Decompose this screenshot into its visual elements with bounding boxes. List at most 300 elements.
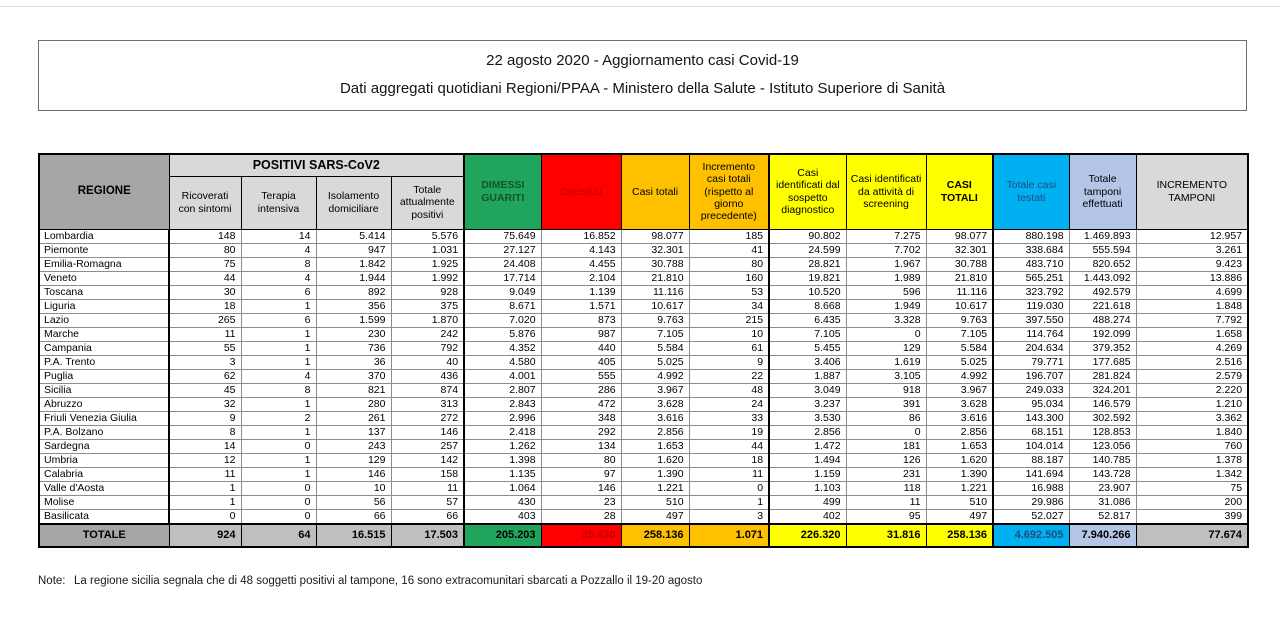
covid-data-table bbox=[38, 153, 1249, 548]
value-cell: 4 bbox=[241, 243, 316, 257]
region-cell: Valle d'Aosta bbox=[39, 481, 169, 495]
table-row bbox=[39, 509, 1248, 524]
value-cell: 79.771 bbox=[993, 355, 1069, 369]
value-cell: 68.151 bbox=[993, 425, 1069, 439]
table-row bbox=[39, 369, 1248, 383]
value-cell: 243 bbox=[316, 439, 391, 453]
region-cell: Lazio bbox=[39, 313, 169, 327]
value-cell: 66 bbox=[391, 509, 464, 524]
value-cell: 874 bbox=[391, 383, 464, 397]
value-cell: 1.599 bbox=[316, 313, 391, 327]
value-cell: 8 bbox=[241, 257, 316, 271]
value-cell: 7.105 bbox=[769, 327, 846, 341]
report-title: 22 agosto 2020 - Aggiornamento casi Covid-19 bbox=[486, 52, 799, 69]
value-cell: 249.033 bbox=[993, 383, 1069, 397]
value-cell: 128.853 bbox=[1069, 425, 1136, 439]
total-value-cell: 205.203 bbox=[464, 524, 541, 547]
value-cell: 4.699 bbox=[1136, 285, 1248, 299]
column-header-isolamento: Isolamento domiciliare bbox=[316, 176, 391, 229]
value-cell: 95 bbox=[846, 509, 926, 524]
value-cell: 75.649 bbox=[464, 229, 541, 243]
value-cell: 323.792 bbox=[993, 285, 1069, 299]
table-row bbox=[39, 397, 1248, 411]
column-header-incremento-tamponi: INCREMENTO TAMPONI bbox=[1136, 154, 1248, 229]
value-cell: 192.099 bbox=[1069, 327, 1136, 341]
total-value-cell: 4.692.505 bbox=[993, 524, 1069, 547]
value-cell: 947 bbox=[316, 243, 391, 257]
value-cell: 265 bbox=[169, 313, 241, 327]
value-cell: 140.785 bbox=[1069, 453, 1136, 467]
value-cell: 1.031 bbox=[391, 243, 464, 257]
column-header-totale-tamponi: Totale tamponi effettuati bbox=[1069, 154, 1136, 229]
table-row bbox=[39, 411, 1248, 425]
total-value-cell: 7.940.266 bbox=[1069, 524, 1136, 547]
footnote bbox=[38, 575, 1280, 587]
value-cell: 204.634 bbox=[993, 341, 1069, 355]
value-cell: 4.001 bbox=[464, 369, 541, 383]
region-cell: Basilicata bbox=[39, 509, 169, 524]
value-cell: 4.455 bbox=[541, 257, 621, 271]
value-cell: 272 bbox=[391, 411, 464, 425]
table-row bbox=[39, 341, 1248, 355]
value-cell: 200 bbox=[1136, 495, 1248, 509]
value-cell: 565.251 bbox=[993, 271, 1069, 285]
value-cell: 472 bbox=[541, 397, 621, 411]
value-cell: 146 bbox=[316, 467, 391, 481]
value-cell: 8.671 bbox=[464, 299, 541, 313]
value-cell: 53 bbox=[689, 285, 769, 299]
value-cell: 7.105 bbox=[621, 327, 689, 341]
value-cell: 1 bbox=[169, 481, 241, 495]
value-cell: 497 bbox=[926, 509, 993, 524]
total-label-cell: TOTALE bbox=[39, 524, 169, 547]
value-cell: 28 bbox=[541, 509, 621, 524]
region-cell: Campania bbox=[39, 341, 169, 355]
total-value-cell: 77.674 bbox=[1136, 524, 1248, 547]
value-cell: 892 bbox=[316, 285, 391, 299]
value-cell: 30 bbox=[169, 285, 241, 299]
region-cell: Sicilia bbox=[39, 383, 169, 397]
value-cell: 8 bbox=[169, 425, 241, 439]
value-cell: 760 bbox=[1136, 439, 1248, 453]
value-cell: 129 bbox=[846, 341, 926, 355]
table-footer bbox=[39, 524, 1248, 547]
value-cell: 28.821 bbox=[769, 257, 846, 271]
value-cell: 36 bbox=[316, 355, 391, 369]
value-cell: 146 bbox=[391, 425, 464, 439]
value-cell: 19.821 bbox=[769, 271, 846, 285]
value-cell: 1.967 bbox=[846, 257, 926, 271]
value-cell: 2.843 bbox=[464, 397, 541, 411]
value-cell: 11.116 bbox=[926, 285, 993, 299]
value-cell: 596 bbox=[846, 285, 926, 299]
value-cell: 510 bbox=[926, 495, 993, 509]
value-cell: 873 bbox=[541, 313, 621, 327]
value-cell: 90.802 bbox=[769, 229, 846, 243]
value-cell: 370 bbox=[316, 369, 391, 383]
value-cell: 66 bbox=[316, 509, 391, 524]
region-cell: Liguria bbox=[39, 299, 169, 313]
value-cell: 1.103 bbox=[769, 481, 846, 495]
value-cell: 405 bbox=[541, 355, 621, 369]
value-cell: 1.378 bbox=[1136, 453, 1248, 467]
value-cell: 0 bbox=[846, 327, 926, 341]
value-cell: 23.907 bbox=[1069, 481, 1136, 495]
value-cell: 24 bbox=[689, 397, 769, 411]
value-cell: 98.077 bbox=[926, 229, 993, 243]
value-cell: 11.116 bbox=[621, 285, 689, 299]
total-value-cell: 64 bbox=[241, 524, 316, 547]
value-cell: 2.104 bbox=[541, 271, 621, 285]
value-cell: 97 bbox=[541, 467, 621, 481]
table-row bbox=[39, 243, 1248, 257]
value-cell: 0 bbox=[241, 481, 316, 495]
value-cell: 2.856 bbox=[621, 425, 689, 439]
value-cell: 3 bbox=[689, 509, 769, 524]
table-row bbox=[39, 271, 1248, 285]
column-header-totale-casi-testati: Totale casi testati bbox=[993, 154, 1069, 229]
total-row bbox=[39, 524, 1248, 547]
value-cell: 1.653 bbox=[621, 439, 689, 453]
value-cell: 0 bbox=[241, 439, 316, 453]
value-cell: 403 bbox=[464, 509, 541, 524]
region-cell: Piemonte bbox=[39, 243, 169, 257]
value-cell: 261 bbox=[316, 411, 391, 425]
value-cell: 3.362 bbox=[1136, 411, 1248, 425]
value-cell: 375 bbox=[391, 299, 464, 313]
value-cell: 32.301 bbox=[621, 243, 689, 257]
value-cell: 3.328 bbox=[846, 313, 926, 327]
value-cell: 143.300 bbox=[993, 411, 1069, 425]
region-cell: Abruzzo bbox=[39, 397, 169, 411]
value-cell: 2.579 bbox=[1136, 369, 1248, 383]
value-cell: 1.221 bbox=[621, 481, 689, 495]
table-row bbox=[39, 467, 1248, 481]
region-cell: Emilia-Romagna bbox=[39, 257, 169, 271]
value-cell: 1.139 bbox=[541, 285, 621, 299]
value-cell: 1.944 bbox=[316, 271, 391, 285]
value-cell: 30.788 bbox=[621, 257, 689, 271]
value-cell: 1.472 bbox=[769, 439, 846, 453]
value-cell: 29.986 bbox=[993, 495, 1069, 509]
value-cell: 4.352 bbox=[464, 341, 541, 355]
column-group-positivi: POSITIVI SARS-CoV2 bbox=[169, 154, 464, 176]
table-row bbox=[39, 229, 1248, 243]
table-row bbox=[39, 481, 1248, 495]
value-cell: 123.056 bbox=[1069, 439, 1136, 453]
value-cell: 142 bbox=[391, 453, 464, 467]
value-cell: 98.077 bbox=[621, 229, 689, 243]
value-cell: 391 bbox=[846, 397, 926, 411]
column-header-sospetto-diagnostico: Casi identificati dal sospetto diagnostico bbox=[769, 154, 846, 229]
value-cell: 2.220 bbox=[1136, 383, 1248, 397]
value-cell: 3.530 bbox=[769, 411, 846, 425]
total-value-cell: 924 bbox=[169, 524, 241, 547]
value-cell: 0 bbox=[169, 509, 241, 524]
value-cell: 143.728 bbox=[1069, 467, 1136, 481]
value-cell: 18 bbox=[689, 453, 769, 467]
value-cell: 95.034 bbox=[993, 397, 1069, 411]
value-cell: 5.584 bbox=[621, 341, 689, 355]
value-cell: 10.617 bbox=[621, 299, 689, 313]
region-cell: P.A. Bolzano bbox=[39, 425, 169, 439]
value-cell: 137 bbox=[316, 425, 391, 439]
value-cell: 3.616 bbox=[926, 411, 993, 425]
value-cell: 242 bbox=[391, 327, 464, 341]
value-cell: 11 bbox=[689, 467, 769, 481]
column-header-ricoverati: Ricoverati con sintomi bbox=[169, 176, 241, 229]
value-cell: 292 bbox=[541, 425, 621, 439]
value-cell: 1.390 bbox=[926, 467, 993, 481]
value-cell: 302.592 bbox=[1069, 411, 1136, 425]
table-body bbox=[39, 229, 1248, 524]
value-cell: 41 bbox=[689, 243, 769, 257]
value-cell: 8.668 bbox=[769, 299, 846, 313]
value-cell: 2.856 bbox=[769, 425, 846, 439]
column-header-terapia-intensiva: Terapia intensiva bbox=[241, 176, 316, 229]
value-cell: 1 bbox=[241, 327, 316, 341]
total-value-cell: 35.430 bbox=[541, 524, 621, 547]
column-header-casi-totali: Casi totali bbox=[621, 154, 689, 229]
value-cell: 27.127 bbox=[464, 243, 541, 257]
value-cell: 0 bbox=[689, 481, 769, 495]
value-cell: 8 bbox=[241, 383, 316, 397]
value-cell: 1.390 bbox=[621, 467, 689, 481]
value-cell: 10.520 bbox=[769, 285, 846, 299]
value-cell: 1.925 bbox=[391, 257, 464, 271]
total-value-cell: 258.136 bbox=[926, 524, 993, 547]
value-cell: 1 bbox=[241, 397, 316, 411]
value-cell: 10 bbox=[689, 327, 769, 341]
value-cell: 313 bbox=[391, 397, 464, 411]
value-cell: 510 bbox=[621, 495, 689, 509]
table-header bbox=[39, 154, 1248, 229]
value-cell: 17.714 bbox=[464, 271, 541, 285]
value-cell: 16.852 bbox=[541, 229, 621, 243]
value-cell: 32 bbox=[169, 397, 241, 411]
value-cell: 12 bbox=[169, 453, 241, 467]
column-header-deceduti: Deceduti bbox=[541, 154, 621, 229]
value-cell: 1.262 bbox=[464, 439, 541, 453]
value-cell: 10.617 bbox=[926, 299, 993, 313]
total-value-cell: 226.320 bbox=[769, 524, 846, 547]
value-cell: 11 bbox=[169, 467, 241, 481]
value-cell: 483.710 bbox=[993, 257, 1069, 271]
table-row bbox=[39, 355, 1248, 369]
value-cell: 1.221 bbox=[926, 481, 993, 495]
total-value-cell: 1.071 bbox=[689, 524, 769, 547]
value-cell: 114.764 bbox=[993, 327, 1069, 341]
value-cell: 10 bbox=[316, 481, 391, 495]
value-cell: 3.261 bbox=[1136, 243, 1248, 257]
value-cell: 33 bbox=[689, 411, 769, 425]
value-cell: 146.579 bbox=[1069, 397, 1136, 411]
value-cell: 1.619 bbox=[846, 355, 926, 369]
value-cell: 399 bbox=[1136, 509, 1248, 524]
value-cell: 821 bbox=[316, 383, 391, 397]
value-cell: 23 bbox=[541, 495, 621, 509]
value-cell: 4.143 bbox=[541, 243, 621, 257]
value-cell: 88.187 bbox=[993, 453, 1069, 467]
region-cell: Marche bbox=[39, 327, 169, 341]
value-cell: 1.620 bbox=[926, 453, 993, 467]
region-cell: P.A. Trento bbox=[39, 355, 169, 369]
value-cell: 1 bbox=[241, 425, 316, 439]
value-cell: 2.807 bbox=[464, 383, 541, 397]
value-cell: 5.576 bbox=[391, 229, 464, 243]
table-row bbox=[39, 453, 1248, 467]
value-cell: 0 bbox=[241, 509, 316, 524]
value-cell: 257 bbox=[391, 439, 464, 453]
value-cell: 14 bbox=[241, 229, 316, 243]
value-cell: 21.810 bbox=[926, 271, 993, 285]
table-row bbox=[39, 313, 1248, 327]
value-cell: 52.027 bbox=[993, 509, 1069, 524]
value-cell: 2.996 bbox=[464, 411, 541, 425]
value-cell: 1 bbox=[241, 467, 316, 481]
value-cell: 4.580 bbox=[464, 355, 541, 369]
value-cell: 1 bbox=[241, 299, 316, 313]
value-cell: 1.658 bbox=[1136, 327, 1248, 341]
value-cell: 1.653 bbox=[926, 439, 993, 453]
value-cell: 1.159 bbox=[769, 467, 846, 481]
value-cell: 488.274 bbox=[1069, 313, 1136, 327]
value-cell: 52.817 bbox=[1069, 509, 1136, 524]
value-cell: 555 bbox=[541, 369, 621, 383]
value-cell: 11 bbox=[169, 327, 241, 341]
value-cell: 24.599 bbox=[769, 243, 846, 257]
value-cell: 6.435 bbox=[769, 313, 846, 327]
value-cell: 1.342 bbox=[1136, 467, 1248, 481]
value-cell: 3.406 bbox=[769, 355, 846, 369]
value-cell: 6 bbox=[241, 285, 316, 299]
value-cell: 30.788 bbox=[926, 257, 993, 271]
value-cell: 3.628 bbox=[621, 397, 689, 411]
title-box bbox=[38, 40, 1247, 111]
value-cell: 918 bbox=[846, 383, 926, 397]
value-cell: 499 bbox=[769, 495, 846, 509]
value-cell: 281.824 bbox=[1069, 369, 1136, 383]
value-cell: 3 bbox=[169, 355, 241, 369]
value-cell: 1.064 bbox=[464, 481, 541, 495]
value-cell: 280 bbox=[316, 397, 391, 411]
region-cell: Toscana bbox=[39, 285, 169, 299]
table-row bbox=[39, 425, 1248, 439]
footnote-label: Note: bbox=[38, 574, 66, 587]
value-cell: 1.571 bbox=[541, 299, 621, 313]
value-cell: 57 bbox=[391, 495, 464, 509]
value-cell: 62 bbox=[169, 369, 241, 383]
value-cell: 820.652 bbox=[1069, 257, 1136, 271]
value-cell: 1.210 bbox=[1136, 397, 1248, 411]
value-cell: 736 bbox=[316, 341, 391, 355]
window-edge-rule bbox=[0, 6, 1280, 7]
value-cell: 231 bbox=[846, 467, 926, 481]
table-row bbox=[39, 383, 1248, 397]
value-cell: 9.763 bbox=[926, 313, 993, 327]
value-cell: 987 bbox=[541, 327, 621, 341]
value-cell: 80 bbox=[689, 257, 769, 271]
total-value-cell: 16.515 bbox=[316, 524, 391, 547]
page bbox=[0, 40, 1280, 587]
value-cell: 1.469.893 bbox=[1069, 229, 1136, 243]
value-cell: 5.876 bbox=[464, 327, 541, 341]
region-cell: Calabria bbox=[39, 467, 169, 481]
value-cell: 126 bbox=[846, 453, 926, 467]
value-cell: 11 bbox=[391, 481, 464, 495]
region-cell: Puglia bbox=[39, 369, 169, 383]
value-cell: 2.856 bbox=[926, 425, 993, 439]
value-cell: 12.957 bbox=[1136, 229, 1248, 243]
column-header-attivita-screening: Casi identificati da attività di screening bbox=[846, 154, 926, 229]
value-cell: 22 bbox=[689, 369, 769, 383]
value-cell: 75 bbox=[169, 257, 241, 271]
value-cell: 492.579 bbox=[1069, 285, 1136, 299]
footnote-text: La regione sicilia segnala che di 48 soggetti positivi al tampone, 16 sono extracomunitari sbarcati a Pozzallo il 19-20 agosto bbox=[74, 574, 703, 587]
total-value-cell: 17.503 bbox=[391, 524, 464, 547]
value-cell: 119.030 bbox=[993, 299, 1069, 313]
value-cell: 0 bbox=[241, 495, 316, 509]
value-cell: 215 bbox=[689, 313, 769, 327]
value-cell: 31.086 bbox=[1069, 495, 1136, 509]
column-header-regione: REGIONE bbox=[39, 154, 169, 229]
value-cell: 4.992 bbox=[621, 369, 689, 383]
value-cell: 1 bbox=[241, 355, 316, 369]
column-header-dimessi-guariti: DIMESSI GUARITI bbox=[464, 154, 541, 229]
value-cell: 80 bbox=[169, 243, 241, 257]
value-cell: 230 bbox=[316, 327, 391, 341]
value-cell: 7.105 bbox=[926, 327, 993, 341]
table-row bbox=[39, 285, 1248, 299]
value-cell: 1.870 bbox=[391, 313, 464, 327]
value-cell: 158 bbox=[391, 467, 464, 481]
value-cell: 146 bbox=[541, 481, 621, 495]
value-cell: 6 bbox=[241, 313, 316, 327]
report-subtitle: Dati aggregati quotidiani Regioni/PPAA - Ministero della Salute - Istituto Superiore di Sanità bbox=[339, 80, 946, 97]
value-cell: 21.810 bbox=[621, 271, 689, 285]
value-cell: 3.049 bbox=[769, 383, 846, 397]
value-cell: 177.685 bbox=[1069, 355, 1136, 369]
value-cell: 48 bbox=[689, 383, 769, 397]
value-cell: 397.550 bbox=[993, 313, 1069, 327]
value-cell: 1.494 bbox=[769, 453, 846, 467]
value-cell: 3.105 bbox=[846, 369, 926, 383]
value-cell: 24.408 bbox=[464, 257, 541, 271]
value-cell: 3.628 bbox=[926, 397, 993, 411]
value-cell: 55 bbox=[169, 341, 241, 355]
region-cell: Lombardia bbox=[39, 229, 169, 243]
value-cell: 19 bbox=[689, 425, 769, 439]
value-cell: 129 bbox=[316, 453, 391, 467]
value-cell: 104.014 bbox=[993, 439, 1069, 453]
value-cell: 9.049 bbox=[464, 285, 541, 299]
value-cell: 1 bbox=[241, 341, 316, 355]
value-cell: 9.423 bbox=[1136, 257, 1248, 271]
value-cell: 7.020 bbox=[464, 313, 541, 327]
value-cell: 1.398 bbox=[464, 453, 541, 467]
value-cell: 196.707 bbox=[993, 369, 1069, 383]
value-cell: 56 bbox=[316, 495, 391, 509]
value-cell: 1.443.092 bbox=[1069, 271, 1136, 285]
table-row bbox=[39, 327, 1248, 341]
table-row bbox=[39, 495, 1248, 509]
value-cell: 134 bbox=[541, 439, 621, 453]
value-cell: 44 bbox=[169, 271, 241, 285]
value-cell: 14 bbox=[169, 439, 241, 453]
value-cell: 44 bbox=[689, 439, 769, 453]
value-cell: 324.201 bbox=[1069, 383, 1136, 397]
value-cell: 379.352 bbox=[1069, 341, 1136, 355]
